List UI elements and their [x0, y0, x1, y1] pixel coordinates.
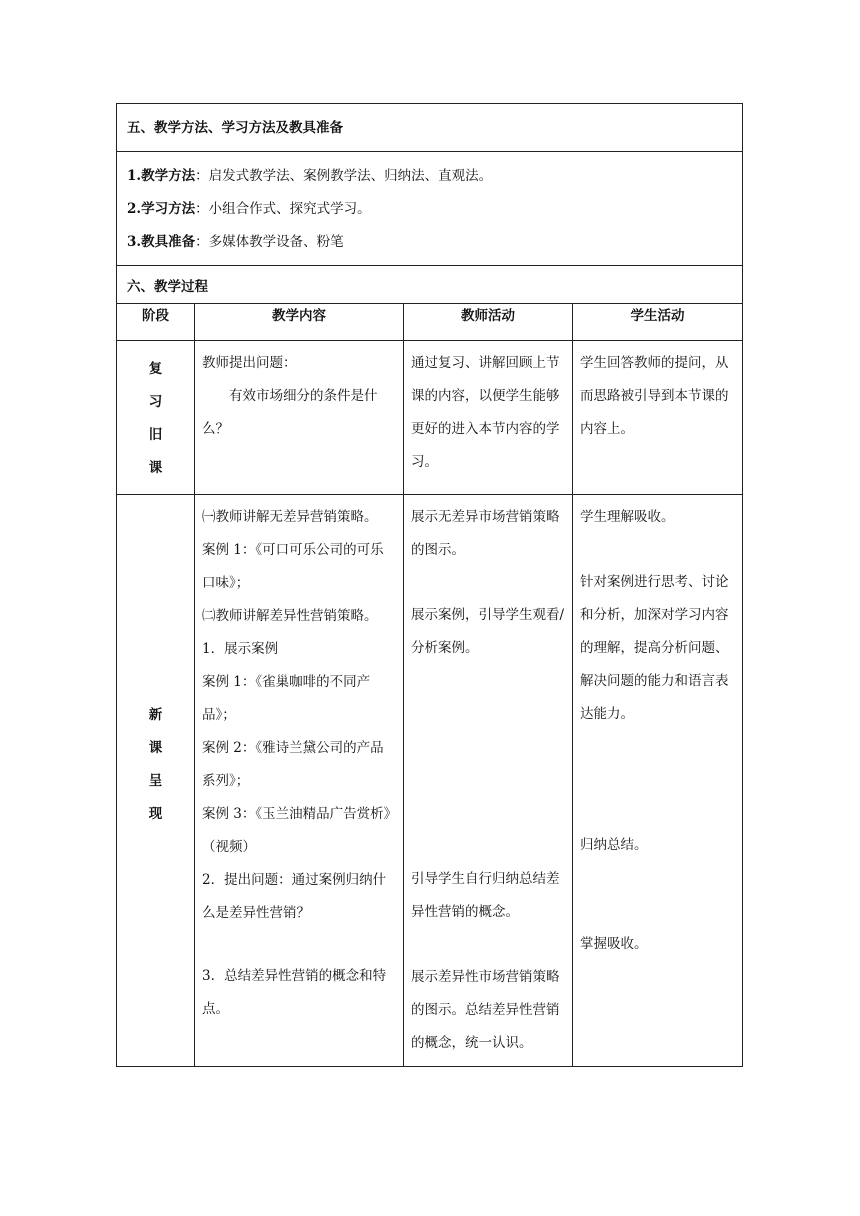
method-tools: 3.教具准备：多媒体教学设备、粉笔	[127, 234, 344, 250]
table-row	[117, 341, 743, 495]
methods-block	[117, 152, 743, 266]
content-review: 教师提出问题： 有效市场细分的条件是什么？	[195, 341, 404, 495]
teacher-new: 展示无差异市场营销策略的图示。 展示案例，引导学生观看/分析案例。 引导学生自行归纳总结差异性营销的概念。 展示差异性市场营销策略的图示。总结差异性营销的概念，统一认识。	[404, 495, 573, 1067]
header-content: 教学内容	[195, 304, 404, 341]
header-student: 学生活动	[573, 304, 743, 341]
lesson-plan-table	[116, 103, 743, 1067]
content-new: ㈠教师讲解无差异营销策略。 案例 1：《可口可乐公司的可乐口味》； ㈡教师讲解差异性营销策略。 1．展示案例 案例 1：《雀巢咖啡的不同产品》； 案例 2：《雅诗兰黛公司的产品系列》； 案例 3：《玉兰油精品广告赏析》（视频） 2．提出问题：通过案例归纳什么是差异性营销？ 3．总结差异性营销的概念和特点。	[195, 495, 404, 1067]
header-teacher: 教师活动	[404, 304, 573, 341]
header-stage: 阶段	[117, 304, 195, 341]
table-row	[117, 495, 743, 1067]
section5-title: 五、教学方法、学习方法及教具准备	[117, 104, 743, 152]
stage-review: 复 习 旧 课	[117, 341, 195, 495]
stage-new: 新 课 呈 现	[117, 495, 195, 1067]
student-new: 学生理解吸收。 针对案例进行思考、讨论和分析，加深对学习内容的理解，提高分析问题、解决问题的能力和语言表达能力。 归纳总结。 掌握吸收。	[573, 495, 743, 1067]
section6-title: 六、教学过程	[117, 266, 743, 304]
teacher-review: 通过复习、讲解回顾上节课的内容，以便学生能够更好的进入本节内容的学习。	[404, 341, 573, 495]
method-learning: 2.学习方法：小组合作式、探究式学习。	[127, 201, 371, 217]
table-header-row	[117, 304, 743, 341]
student-review: 学生回答教师的提问，从而思路被引导到本节课的内容上。	[573, 341, 743, 495]
method-teaching: 1.教学方法：启发式教学法、案例教学法、归纳法、直观法。	[127, 168, 493, 184]
